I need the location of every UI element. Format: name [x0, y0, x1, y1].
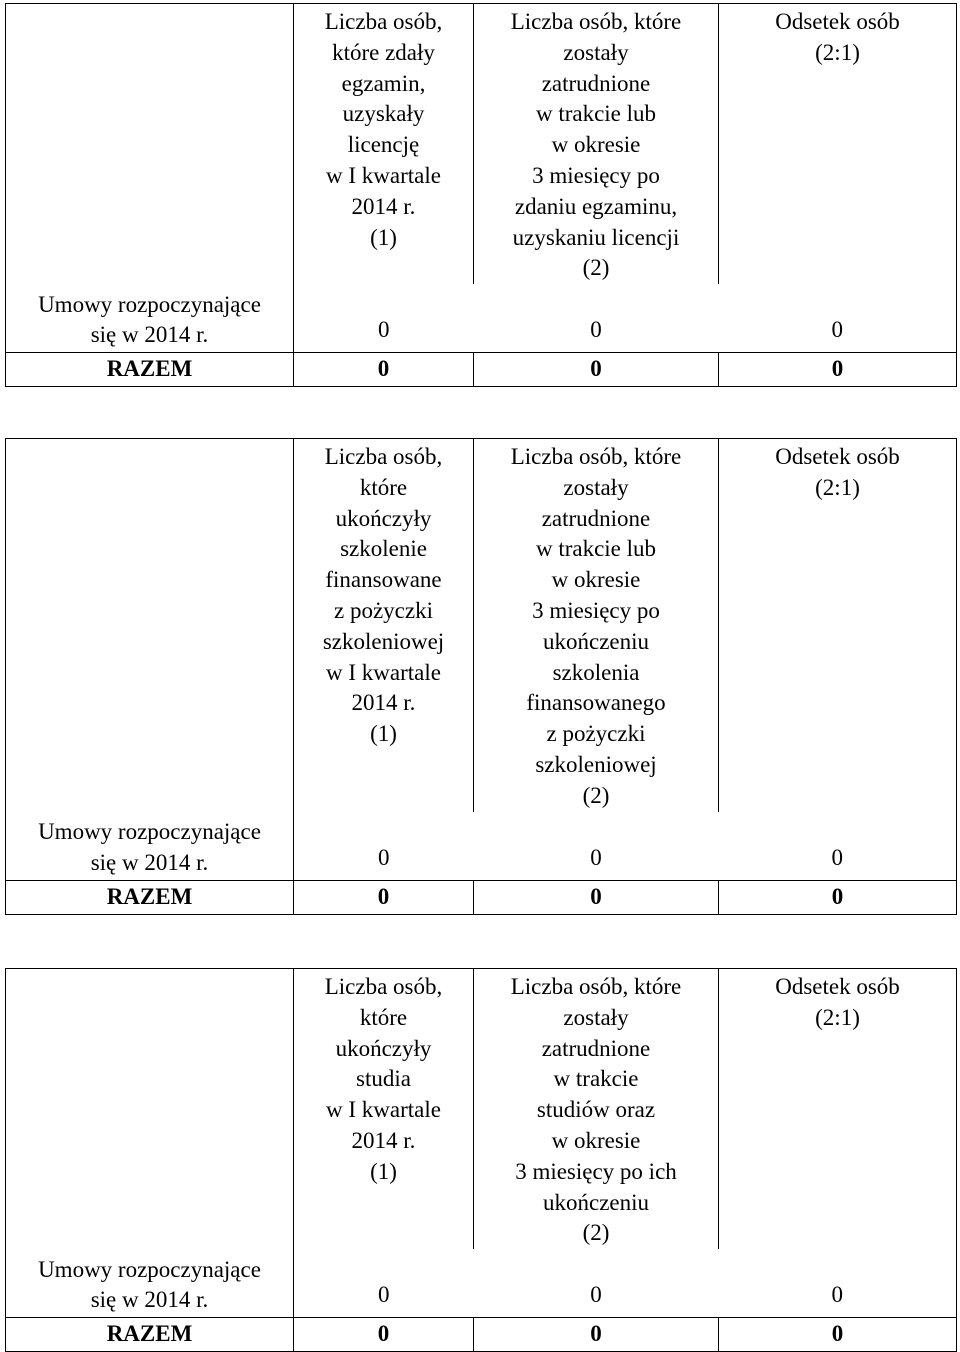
value-cell: 0	[474, 1249, 719, 1318]
total-value: 0	[474, 881, 719, 915]
header-percentage: Odsetek osób (2:1)	[719, 4, 957, 285]
header-row	[6, 4, 957, 285]
total-label: RAZEM	[6, 353, 294, 387]
total-value: 0	[719, 353, 957, 387]
total-row	[6, 881, 957, 915]
header-percentage: Odsetek osób (2:1)	[719, 969, 957, 1250]
value-cell: 0	[719, 284, 957, 353]
value-cell: 0	[719, 1249, 957, 1318]
value-cell: 0	[294, 1249, 474, 1318]
total-row	[6, 353, 957, 387]
header-row	[6, 969, 957, 1250]
row-label-contracts: Umowy rozpoczynające się w 2014 r.	[6, 812, 294, 881]
table-training-loan	[5, 438, 957, 915]
value-cell: 0	[294, 812, 474, 881]
value-cell: 0	[474, 812, 719, 881]
total-value: 0	[294, 1318, 474, 1352]
value-cell: 0	[294, 284, 474, 353]
header-count-employed: Liczba osób, które zostały zatrudnione w trakcie lub w okresie 3 miesięcy po zdaniu egzaminu, uzyskaniu licencji (2)	[474, 4, 719, 285]
header-row	[6, 439, 957, 813]
value-cell: 0	[474, 284, 719, 353]
header-percentage: Odsetek osób (2:1)	[719, 439, 957, 813]
total-value: 0	[294, 881, 474, 915]
total-value: 0	[719, 1318, 957, 1352]
header-count-employed: Liczba osób, które zostały zatrudnione w trakcie studiów oraz w okresie 3 miesięcy po ich ukończeniu (2)	[474, 969, 719, 1250]
total-row	[6, 1318, 957, 1352]
table-row	[6, 1249, 957, 1318]
header-count-employed: Liczba osób, które zostały zatrudnione w trakcie lub w okresie 3 miesięcy po ukończeniu szkolenia finansowanego z pożyczki szkoleniowej (2)	[474, 439, 719, 813]
empty-corner-cell	[6, 439, 294, 813]
row-label-contracts: Umowy rozpoczynające się w 2014 r.	[6, 284, 294, 353]
total-value: 0	[474, 353, 719, 387]
total-value: 0	[294, 353, 474, 387]
header-count-graduated: Liczba osób, które ukończyły studia w I kwartale 2014 r. (1)	[294, 969, 474, 1250]
table-studies	[5, 968, 957, 1352]
value-cell: 0	[719, 812, 957, 881]
total-value: 0	[719, 881, 957, 915]
total-label: RAZEM	[6, 1318, 294, 1352]
header-count-passed: Liczba osób, które zdały egzamin, uzyskały licencję w I kwartale 2014 r. (1)	[294, 4, 474, 285]
total-label: RAZEM	[6, 881, 294, 915]
empty-corner-cell	[6, 969, 294, 1250]
empty-corner-cell	[6, 4, 294, 285]
table-row	[6, 284, 957, 353]
row-label-contracts: Umowy rozpoczynające się w 2014 r.	[6, 1249, 294, 1318]
table-exam-licence	[5, 3, 957, 387]
total-value: 0	[474, 1318, 719, 1352]
table-row	[6, 812, 957, 881]
header-count-completed: Liczba osób, które ukończyły szkolenie finansowane z pożyczki szkoleniowej w I kwartale 2014 r. (1)	[294, 439, 474, 813]
